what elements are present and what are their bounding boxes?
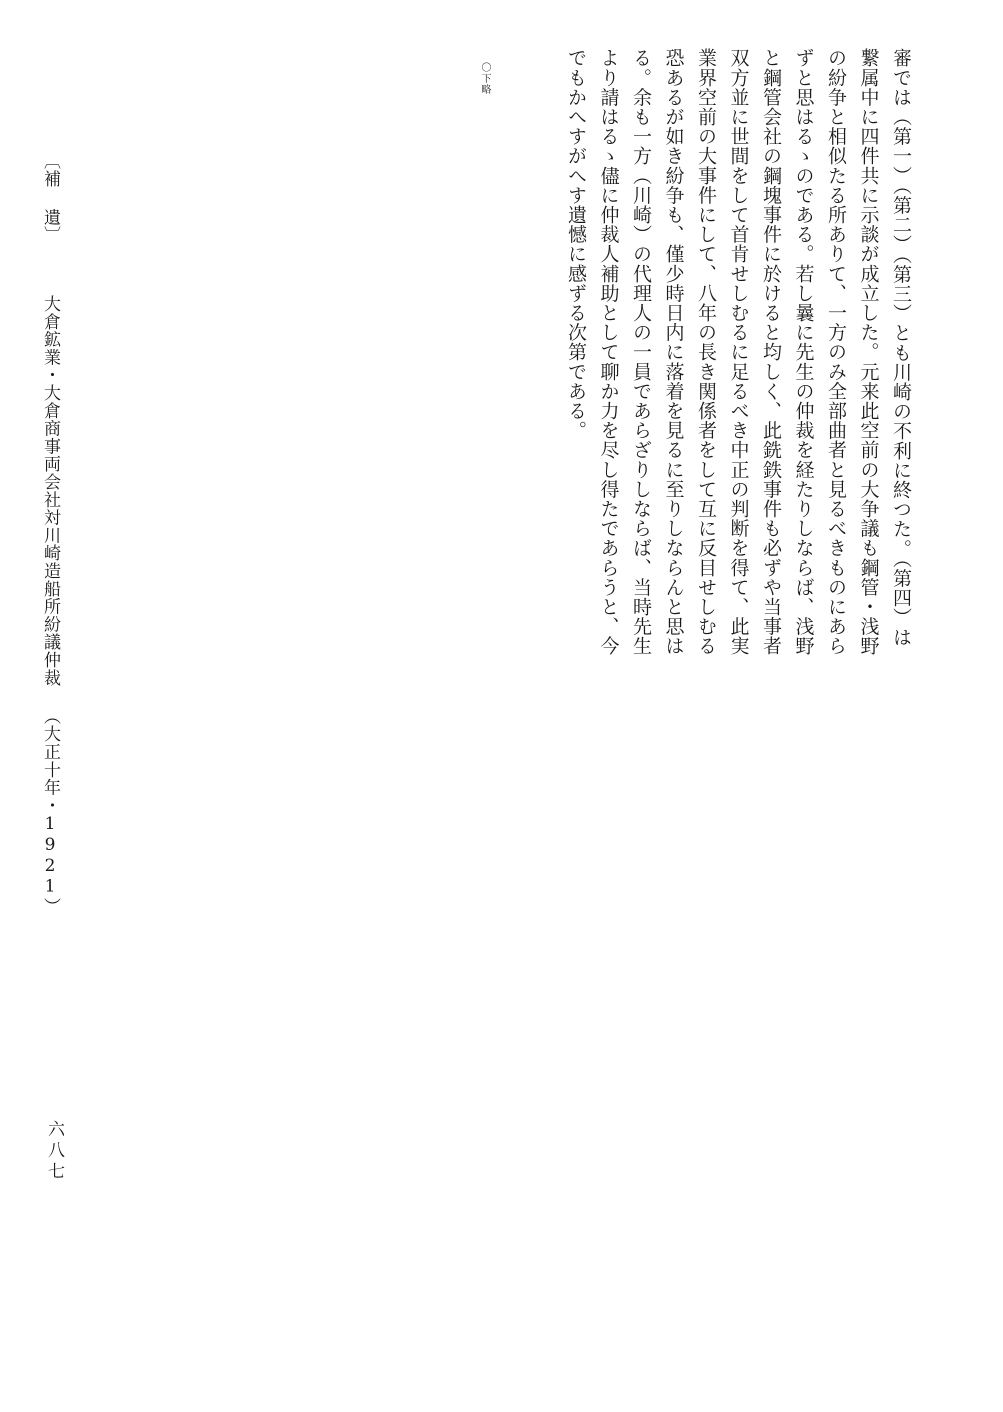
text-line: 双方並に世間をして首肯せしむるに足るべき中正の判断を得て、此実 (727, 48, 750, 656)
page-number: 六八七 (44, 1120, 64, 1183)
text-line: ずと思はるゝのである。若し曩に先生の仲裁を経たりしならば、浅野 (792, 48, 815, 656)
text-line: 業界空前の大事件にして、八年の長き関係者をして互に反目せしむる (695, 48, 717, 656)
section-label: 〔補 遺〕 (40, 152, 60, 244)
text-line: でもかへすがへす遺憾に感ずる次第である。 (565, 48, 587, 440)
text-line: の紛争と相似たる所ありて、一方のみ全部曲者と見るべきものにあら (825, 48, 847, 656)
text-line: と鋼管会社の鋼塊事件に於けると均しく、此銑鉄事件も必ずや当事者 (760, 48, 782, 656)
text-line: より請はるゝ儘に仲裁人補助として聊か力を尽し得たであらうと、今 (597, 48, 620, 656)
text-line: 繋属中に四件共に示談が成立した。元来此空前の大争議も鋼管・浅野 (857, 48, 880, 656)
running-header (40, 152, 60, 915)
chapter-title: 大倉鉱業・大倉商事両会社対川崎造船所紛議仲裁 （大正十年・1921） (40, 294, 60, 916)
body-text (560, 48, 918, 688)
omission-note: 〇下略 (479, 62, 490, 95)
text-line: 恐あるが如き紛争も、僅少時日内に落着を見るに至りしならんと思は (662, 48, 685, 656)
text-line: る。余も一方（川崎）の代理人の一員であらざりしならば、当時先生 (630, 48, 652, 656)
text-line: 審では（第一）（第二）（第三）とも川崎の不利に終つた。（第四）は (890, 48, 912, 647)
